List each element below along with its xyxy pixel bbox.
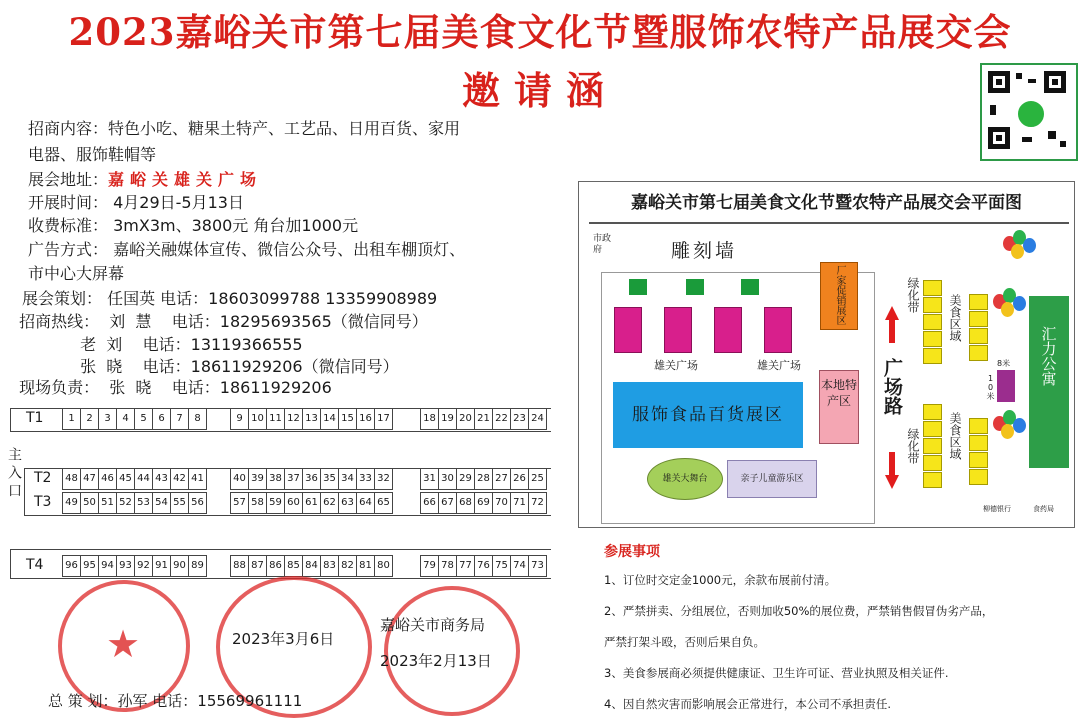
page-title: 2023嘉峪关市第七届美食文化节暨服饰农特产品展交会 bbox=[68, 10, 1012, 54]
hotline-2: 老 刘 电话：13119366555 bbox=[14, 335, 303, 354]
local-specialty-zone-label: 本地特产区 bbox=[820, 378, 857, 408]
stamp-date-1: 2023年3月6日 bbox=[232, 630, 335, 648]
booth-cell: 41 bbox=[188, 468, 207, 490]
yellow-booth bbox=[923, 455, 942, 471]
main-display-zone-label: 服饰食品百货展区 bbox=[632, 405, 784, 425]
booth-cell: 43 bbox=[152, 468, 171, 490]
magenta-booth bbox=[664, 307, 692, 353]
booth-cell: 66 bbox=[420, 492, 439, 514]
yellow-booth bbox=[923, 314, 942, 330]
booth-cell: 9 bbox=[230, 408, 249, 430]
yellow-booth bbox=[923, 280, 942, 296]
yellow-booth bbox=[969, 311, 988, 327]
booth-cell: 36 bbox=[302, 468, 321, 490]
arrow-down-shaft bbox=[889, 452, 895, 476]
booth-cell: 26 bbox=[510, 468, 529, 490]
arrow-up-icon bbox=[885, 306, 899, 320]
arrow-down-icon bbox=[885, 475, 899, 489]
square-label-left: 雄关广场 bbox=[654, 359, 698, 372]
booth-cell: 32 bbox=[374, 468, 393, 490]
booth-cell: 45 bbox=[116, 468, 135, 490]
floor-plan bbox=[578, 181, 1075, 528]
green-booth bbox=[741, 279, 759, 295]
booth-cell: 96 bbox=[62, 555, 81, 577]
ad-line-1: 广告方式： 嘉峪关融媒体宣传、微信公众号、出租车棚顶灯、 bbox=[28, 240, 466, 259]
wechat-icon bbox=[1015, 98, 1047, 130]
booth-cell: 83 bbox=[320, 555, 339, 577]
booth-cell: 54 bbox=[152, 492, 171, 514]
yellow-booth bbox=[923, 472, 942, 488]
booth-cell: 94 bbox=[98, 555, 117, 577]
stamp-date-2: 2023年2月13日 bbox=[380, 652, 492, 670]
local-specialty-zone bbox=[819, 370, 859, 444]
booth-cell: 51 bbox=[98, 492, 117, 514]
booth-cell: 37 bbox=[284, 468, 303, 490]
booth-cell: 87 bbox=[248, 555, 267, 577]
booth-cell: 24 bbox=[528, 408, 547, 430]
booth-cell: 88 bbox=[230, 555, 249, 577]
booth-cell: 30 bbox=[438, 468, 457, 490]
booth-cell: 15 bbox=[338, 408, 357, 430]
booth-cell: 46 bbox=[98, 468, 117, 490]
row-frame-t2-t3 bbox=[24, 468, 551, 516]
plan-divider bbox=[589, 222, 1069, 224]
booth-cell: 81 bbox=[356, 555, 375, 577]
gov-label: 市政府 bbox=[593, 234, 612, 255]
booth-cell: 13 bbox=[302, 408, 321, 430]
booth-cell: 80 bbox=[374, 555, 393, 577]
yellow-booth bbox=[923, 404, 942, 420]
booth-cell: 49 bbox=[62, 492, 81, 514]
booth-cell: 95 bbox=[80, 555, 99, 577]
note-4: 4、因自然灾害而影响展会正常进行，本公司不承担责任. bbox=[604, 697, 891, 711]
booth-cell: 68 bbox=[456, 492, 475, 514]
booth-cell: 52 bbox=[116, 492, 135, 514]
hotline-3: 张 晓 电话：18611929206（微信同号） bbox=[14, 357, 399, 376]
magenta-booth bbox=[714, 307, 742, 353]
booth-cell: 69 bbox=[474, 492, 493, 514]
booth-cell: 57 bbox=[230, 492, 249, 514]
yellow-booth bbox=[969, 328, 988, 344]
hotline-1: 招商热线： 刘 慧 电话：18295693565（微信同号） bbox=[14, 312, 428, 331]
star-icon: ★ bbox=[106, 622, 141, 666]
note-3: 3、美食参展商必须提供健康证、卫生许可证、营业执照及相关证件. bbox=[604, 666, 949, 680]
booth-cell: 35 bbox=[320, 468, 339, 490]
booth-cell: 77 bbox=[456, 555, 475, 577]
booth-cell: 85 bbox=[284, 555, 303, 577]
apartment-block bbox=[1029, 296, 1069, 468]
booth-cell: 86 bbox=[266, 555, 285, 577]
booth-cell: 23 bbox=[510, 408, 529, 430]
booth-cell: 47 bbox=[80, 468, 99, 490]
yellow-booth bbox=[923, 331, 942, 347]
green-belt-label-1: 绿化带 bbox=[906, 277, 920, 313]
booth-cell: 25 bbox=[528, 468, 547, 490]
booth-cell: 20 bbox=[456, 408, 475, 430]
booth-cell: 1 bbox=[62, 408, 81, 430]
factory-zone bbox=[820, 262, 858, 330]
booth-cell: 61 bbox=[302, 492, 321, 514]
note-1: 1、订位时交定金1000元，余款布展前付清。 bbox=[604, 573, 837, 587]
content-line-2: 电器、服饰鞋帽等 bbox=[28, 145, 157, 164]
main-display-zone bbox=[613, 382, 803, 448]
booth-cell: 12 bbox=[284, 408, 303, 430]
row-label-t2: T2 bbox=[34, 470, 52, 486]
booth-cell: 55 bbox=[170, 492, 189, 514]
booth-cell: 64 bbox=[356, 492, 375, 514]
notes-heading: 参展事项 bbox=[604, 544, 660, 560]
floor-plan-title: 嘉峪关市第七届美食文化节暨农特产品展交会平面图 bbox=[631, 193, 1022, 213]
booth-cell: 34 bbox=[338, 468, 357, 490]
note-2b: 严禁打架斗殴，否则后果自负。 bbox=[604, 635, 765, 649]
yellow-booth bbox=[969, 294, 988, 310]
booth-cell: 44 bbox=[134, 468, 153, 490]
booth-cell: 14 bbox=[320, 408, 339, 430]
booth-cell: 93 bbox=[116, 555, 135, 577]
square-label-right: 雄关广场 bbox=[757, 359, 801, 372]
main-entrance-label: 主入口 bbox=[6, 447, 22, 501]
booth-cell: 70 bbox=[492, 492, 511, 514]
booth-cell: 31 bbox=[420, 468, 439, 490]
booth-cell: 11 bbox=[266, 408, 285, 430]
arrow-up-shaft bbox=[889, 319, 895, 343]
booth-cell: 79 bbox=[420, 555, 439, 577]
booth-cell: 7 bbox=[170, 408, 189, 430]
booth-cell: 71 bbox=[510, 492, 529, 514]
planner-line: 展会策划： 任国英 电话：18603099788 13359908989 bbox=[22, 289, 438, 308]
main-stage-label: 雄关大舞台 bbox=[662, 474, 708, 484]
booth-cell: 19 bbox=[438, 408, 457, 430]
booth-cell: 27 bbox=[492, 468, 511, 490]
yellow-booth bbox=[923, 421, 942, 437]
fee-line: 收费标准： 3mX3m、3800元 角台加1000元 bbox=[28, 216, 359, 235]
row-label-t4: T4 bbox=[26, 557, 44, 573]
booth-cell: 82 bbox=[338, 555, 357, 577]
row-frame-t1 bbox=[10, 408, 551, 432]
time-line: 开展时间： 4月29日-5月13日 bbox=[28, 193, 244, 212]
yellow-booth bbox=[969, 435, 988, 451]
ad-line-2: 市中心大屏幕 bbox=[28, 264, 125, 283]
booth-cell: 59 bbox=[266, 492, 285, 514]
booth-cell: 6 bbox=[152, 408, 171, 430]
booth-cell: 39 bbox=[248, 468, 267, 490]
onsite-line: 现场负责： 张 晓 电话：18611929206 bbox=[14, 378, 332, 397]
magenta-booth bbox=[614, 307, 642, 353]
booth-cell: 10 bbox=[248, 408, 267, 430]
booth-cell: 63 bbox=[338, 492, 357, 514]
food-area-label-1: 美食区域 bbox=[948, 294, 962, 342]
booth-cell: 89 bbox=[188, 555, 207, 577]
booth-cell: 18 bbox=[420, 408, 439, 430]
booth-cell: 22 bbox=[492, 408, 511, 430]
row-label-t1: T1 bbox=[26, 410, 44, 426]
booth-cell: 28 bbox=[474, 468, 493, 490]
booth-cell: 50 bbox=[80, 492, 99, 514]
booth-cell: 3 bbox=[98, 408, 117, 430]
booth-cell: 73 bbox=[528, 555, 547, 577]
qr-code bbox=[980, 63, 1078, 161]
booth-cell: 67 bbox=[438, 492, 457, 514]
booth-cell: 84 bbox=[302, 555, 321, 577]
apartment-label: 汇力公寓 bbox=[1039, 326, 1058, 386]
booth-cell: 42 bbox=[170, 468, 189, 490]
booth-cell: 76 bbox=[474, 555, 493, 577]
page-subtitle: 邀请涵 bbox=[461, 68, 618, 113]
food-area-label-2: 美食区域 bbox=[948, 412, 962, 460]
booth-cell: 4 bbox=[116, 408, 135, 430]
booth-cell: 38 bbox=[266, 468, 285, 490]
kids-zone-label: 亲子儿童游乐区 bbox=[740, 474, 804, 484]
content-line-1: 招商内容：特色小吃、糖果土特产、工艺品、日用百货、家用 bbox=[28, 119, 461, 138]
booth-cell: 5 bbox=[134, 408, 153, 430]
green-booth bbox=[686, 279, 704, 295]
booth-cell: 72 bbox=[528, 492, 547, 514]
eight-meter-label: 8米 bbox=[997, 359, 1011, 368]
booth-cell: 21 bbox=[474, 408, 493, 430]
green-booth bbox=[629, 279, 647, 295]
booth-cell: 29 bbox=[456, 468, 475, 490]
booth-cell: 92 bbox=[134, 555, 153, 577]
director-line: 总 策 划：孙军 电话：15569961111 bbox=[48, 692, 303, 710]
booth-cell: 65 bbox=[374, 492, 393, 514]
booth-cell: 90 bbox=[170, 555, 189, 577]
row-frame-t4 bbox=[10, 549, 551, 579]
booth-cell: 16 bbox=[356, 408, 375, 430]
ten-meter-label: 10米 bbox=[986, 374, 995, 400]
yellow-booth bbox=[923, 438, 942, 454]
booth-cell: 17 bbox=[374, 408, 393, 430]
yellow-booth bbox=[923, 297, 942, 313]
booth-cell: 53 bbox=[134, 492, 153, 514]
yellow-booth bbox=[969, 345, 988, 361]
booth-cell: 78 bbox=[438, 555, 457, 577]
stamp-bureau: 嘉峪关市商务局 bbox=[380, 616, 486, 634]
yellow-booth bbox=[969, 452, 988, 468]
booth-cell: 75 bbox=[492, 555, 511, 577]
venue-label: 展会地址： bbox=[28, 170, 109, 189]
booth-cell: 91 bbox=[152, 555, 171, 577]
road-label: 广场路 bbox=[881, 358, 903, 415]
shop-label: 食药局 bbox=[1033, 505, 1054, 513]
booth-cell: 60 bbox=[284, 492, 303, 514]
purple-block bbox=[997, 370, 1015, 402]
booth-cell: 48 bbox=[62, 468, 81, 490]
magenta-booth bbox=[764, 307, 792, 353]
booth-cell: 62 bbox=[320, 492, 339, 514]
booth-cell: 40 bbox=[230, 468, 249, 490]
booth-cell: 8 bbox=[188, 408, 207, 430]
note-2a: 2、严禁拼卖、分组展位，否则加收50%的展位费，严禁销售假冒伪劣产品， bbox=[604, 604, 994, 618]
bank-label: 柳德银行 bbox=[983, 505, 1011, 513]
factory-zone-label: 厂家促销展区 bbox=[834, 265, 845, 325]
booth-cell: 56 bbox=[188, 492, 207, 514]
yellow-booth bbox=[969, 418, 988, 434]
booth-cell: 33 bbox=[356, 468, 375, 490]
booth-cell: 2 bbox=[80, 408, 99, 430]
venue-value: 嘉峪关雄关广场 bbox=[108, 170, 263, 189]
booth-cell: 74 bbox=[510, 555, 529, 577]
main-stage bbox=[647, 458, 723, 500]
kids-zone bbox=[727, 460, 817, 498]
yellow-booth bbox=[923, 348, 942, 364]
booth-cell: 58 bbox=[248, 492, 267, 514]
row-label-t3: T3 bbox=[34, 494, 52, 510]
venue-line bbox=[28, 169, 262, 191]
yellow-booth bbox=[969, 469, 988, 485]
carved-wall-label: 雕刻墙 bbox=[671, 240, 738, 262]
green-belt-label-2: 绿化带 bbox=[906, 428, 920, 464]
